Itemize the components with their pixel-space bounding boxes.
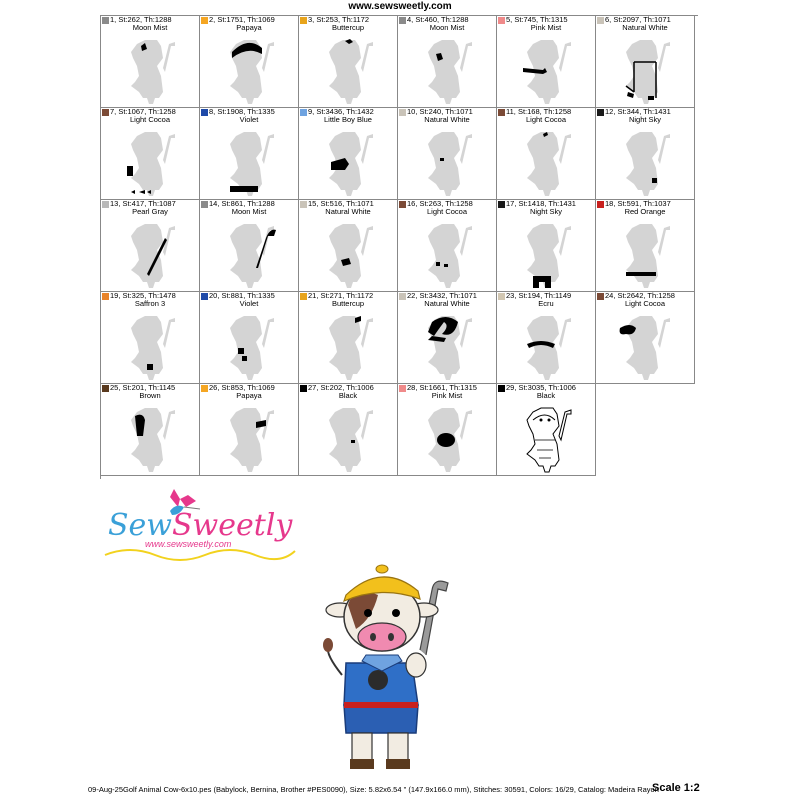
- cow-silhouette-icon: [101, 124, 199, 199]
- color-step-cell: [101, 200, 200, 292]
- color-step-cell: [398, 384, 497, 476]
- stitch-count-label: 27, St:202, Th:1006: [308, 384, 374, 392]
- thread-name-label: Night Sky: [529, 207, 563, 216]
- color-step-cell: [596, 200, 695, 292]
- color-step-cell: [497, 200, 596, 292]
- cow-silhouette-icon: [200, 32, 298, 107]
- color-step-cell: [101, 16, 200, 108]
- color-step-cell: [200, 292, 299, 384]
- stitch-count-label: 7, St:1067, Th:1258: [110, 108, 176, 116]
- stitch-count-label: 24, St:2642, Th:1258: [605, 292, 675, 300]
- cow-silhouette-icon: [299, 308, 397, 383]
- color-step-cell: [497, 384, 596, 476]
- thread-color-swatch: [498, 385, 505, 392]
- cow-silhouette-icon: [101, 308, 199, 383]
- cow-silhouette-icon: [497, 124, 595, 199]
- svg-text:Sweetly: Sweetly: [172, 508, 293, 543]
- thread-name-label: Papaya: [236, 23, 262, 32]
- svg-text:Sew: Sew: [108, 508, 172, 543]
- stitch-count-label: 12, St:344, Th:1431: [605, 108, 671, 116]
- thread-name-label: Buttercup: [331, 299, 365, 308]
- stitch-count-label: 15, St:516, Th:1071: [308, 200, 374, 208]
- thread-name-label: Night Sky: [628, 115, 662, 124]
- cow-silhouette-icon: [596, 308, 694, 383]
- cow-silhouette-icon: [101, 32, 199, 107]
- stitch-count-label: 29, St:3035, Th:1006: [506, 384, 576, 392]
- thread-name-label: Violet: [239, 299, 259, 308]
- cow-silhouette-icon: [101, 216, 199, 291]
- cow-silhouette-icon: [398, 32, 496, 107]
- thread-name-label: Light Cocoa: [525, 115, 567, 124]
- thread-name-label: Violet: [239, 115, 259, 124]
- thread-name-label: Moon Mist: [429, 23, 465, 32]
- stitch-count-label: 18, St:591, Th:1037: [605, 200, 671, 208]
- thread-color-swatch: [597, 17, 604, 24]
- thread-color-swatch: [300, 201, 307, 208]
- thread-color-swatch: [201, 201, 208, 208]
- cow-silhouette-icon: [101, 400, 199, 475]
- thread-name-label: Pink Mist: [530, 23, 562, 32]
- stitch-count-label: 19, St:325, Th:1478: [110, 292, 176, 300]
- thread-color-swatch: [102, 385, 109, 392]
- stitch-count-label: 2, St:1751, Th:1069: [209, 16, 275, 24]
- thread-color-swatch: [498, 201, 505, 208]
- color-step-cell: [101, 292, 200, 384]
- cow-golfer-preview: [300, 555, 460, 785]
- thread-color-swatch: [498, 17, 505, 24]
- color-step-cell: [101, 108, 200, 200]
- thread-color-swatch: [498, 293, 505, 300]
- thread-color-swatch: [399, 293, 406, 300]
- cow-silhouette-icon: [497, 400, 595, 475]
- cow-silhouette-icon: [299, 124, 397, 199]
- thread-name-label: Pearl Gray: [132, 207, 168, 216]
- color-step-cell: [200, 16, 299, 108]
- stitch-count-label: 17, St:1418, Th:1431: [506, 200, 576, 208]
- color-step-cell: [596, 16, 695, 108]
- thread-name-label: Natural White: [424, 115, 470, 124]
- scale-label: Scale 1:2: [652, 782, 700, 794]
- stitch-count-label: 23, St:194, Th:1149: [506, 292, 572, 300]
- stitch-count-label: 5, St:745, Th:1315: [506, 16, 568, 24]
- cow-silhouette-icon: [497, 308, 595, 383]
- color-step-cell: [398, 200, 497, 292]
- thread-name-label: Light Cocoa: [426, 207, 468, 216]
- thread-color-swatch: [399, 17, 406, 24]
- cow-silhouette-icon: [398, 400, 496, 475]
- thread-color-swatch: [399, 109, 406, 116]
- thread-name-label: Black: [338, 391, 358, 400]
- stitch-count-label: 25, St:201, Th:1145: [110, 384, 176, 392]
- color-step-cell: [596, 292, 695, 384]
- cow-silhouette-icon: [299, 400, 397, 475]
- cow-silhouette-icon: [200, 308, 298, 383]
- cow-silhouette-icon: [596, 124, 694, 199]
- color-step-cell: [497, 108, 596, 200]
- thread-color-swatch: [399, 201, 406, 208]
- svg-text:www.sewsweetly.com: www.sewsweetly.com: [145, 539, 232, 549]
- stitch-count-label: 6, St:2097, Th:1071: [605, 16, 671, 24]
- cow-silhouette-icon: [200, 216, 298, 291]
- thread-name-label: Moon Mist: [132, 23, 168, 32]
- thread-name-label: Moon Mist: [231, 207, 267, 216]
- cow-silhouette-icon: [596, 32, 694, 107]
- color-step-cell: [596, 108, 695, 200]
- cow-silhouette-icon: [200, 400, 298, 475]
- thread-color-swatch: [597, 109, 604, 116]
- stitch-count-label: 8, St:1908, Th:1335: [209, 108, 275, 116]
- cow-silhouette-icon: [497, 216, 595, 291]
- thread-color-swatch: [300, 17, 307, 24]
- thread-color-swatch: [597, 201, 604, 208]
- thread-color-swatch: [498, 109, 505, 116]
- thread-name-label: Natural White: [424, 299, 470, 308]
- color-step-cell: [299, 16, 398, 108]
- color-sequence-grid: [100, 15, 698, 479]
- thread-color-swatch: [597, 293, 604, 300]
- website-header: www.sewsweetly.com: [348, 1, 452, 12]
- thread-name-label: Buttercup: [331, 23, 365, 32]
- color-step-cell: [398, 292, 497, 384]
- thread-name-label: Pink Mist: [431, 391, 463, 400]
- cow-silhouette-icon: [299, 32, 397, 107]
- cow-silhouette-icon: [299, 216, 397, 291]
- stitch-count-label: 9, St:3436, Th:1432: [308, 108, 374, 116]
- thread-color-swatch: [300, 293, 307, 300]
- stitch-count-label: 21, St:271, Th:1172: [308, 292, 374, 300]
- thread-name-label: Brown: [139, 391, 161, 400]
- thread-color-swatch: [201, 293, 208, 300]
- color-step-cell: [398, 108, 497, 200]
- color-step-cell: [299, 108, 398, 200]
- thread-name-label: Light Cocoa: [129, 115, 171, 124]
- color-step-cell: [299, 292, 398, 384]
- color-step-cell: [497, 16, 596, 108]
- thread-name-label: Natural White: [325, 207, 371, 216]
- thread-color-swatch: [201, 109, 208, 116]
- thread-color-swatch: [201, 385, 208, 392]
- stitch-count-label: 1, St:262, Th:1288: [110, 16, 172, 24]
- thread-color-swatch: [300, 385, 307, 392]
- color-step-cell: [299, 384, 398, 476]
- thread-name-label: Saffron 3: [134, 299, 166, 308]
- thread-color-swatch: [102, 293, 109, 300]
- thread-color-swatch: [399, 385, 406, 392]
- cow-silhouette-icon: [200, 124, 298, 199]
- stitch-count-label: 20, St:881, Th:1335: [209, 292, 275, 300]
- thread-name-label: Light Cocoa: [624, 299, 666, 308]
- stitch-count-label: 3, St:253, Th:1172: [308, 16, 370, 24]
- thread-name-label: Natural White: [622, 23, 668, 32]
- design-info: 09-Aug-25Golf Animal Cow-6x10.pes (Babylock, Bernina, Brother #PES0090), Size: 5.82x6.54 " (147.9x166.0 mm), Stitches: 30591, Colors: 16/29, Catalog: Madeira Rayon: [88, 785, 659, 794]
- thread-color-swatch: [102, 17, 109, 24]
- stitch-count-label: 13, St:417, Th:1087: [110, 200, 176, 208]
- thread-name-label: Papaya: [236, 391, 262, 400]
- cow-silhouette-icon: [596, 216, 694, 291]
- color-step-cell: [200, 108, 299, 200]
- cow-silhouette-icon: [398, 124, 496, 199]
- cow-silhouette-icon: [497, 32, 595, 107]
- color-step-cell: [398, 16, 497, 108]
- stitch-count-label: 14, St:861, Th:1288: [209, 200, 275, 208]
- stitch-count-label: 10, St:240, Th:1071: [407, 108, 473, 116]
- cow-silhouette-icon: [398, 216, 496, 291]
- color-step-cell: [200, 384, 299, 476]
- stitch-count-label: 4, St:460, Th:1288: [407, 16, 469, 24]
- thread-name-label: Red Orange: [624, 207, 666, 216]
- thread-name-label: Ecru: [538, 299, 554, 308]
- stitch-count-label: 26, St:853, Th:1069: [209, 384, 275, 392]
- stitch-count-label: 11, St:168, Th:1258: [506, 108, 572, 116]
- stitch-count-label: 22, St:3432, Th:1071: [407, 292, 477, 300]
- thread-color-swatch: [201, 17, 208, 24]
- color-step-cell: [101, 384, 200, 476]
- thread-color-swatch: [102, 201, 109, 208]
- color-step-cell: [497, 292, 596, 384]
- sew-sweetly-logo: [100, 485, 300, 565]
- color-step-cell: [200, 200, 299, 292]
- stitch-count-label: 28, St:1661, Th:1315: [407, 384, 477, 392]
- cow-silhouette-icon: [398, 308, 496, 383]
- thread-name-label: Little Boy Blue: [324, 115, 372, 124]
- thread-color-swatch: [102, 109, 109, 116]
- stitch-count-label: 16, St:263, Th:1258: [407, 200, 473, 208]
- thread-name-label: Black: [536, 391, 556, 400]
- thread-color-swatch: [300, 109, 307, 116]
- color-step-cell: [299, 200, 398, 292]
